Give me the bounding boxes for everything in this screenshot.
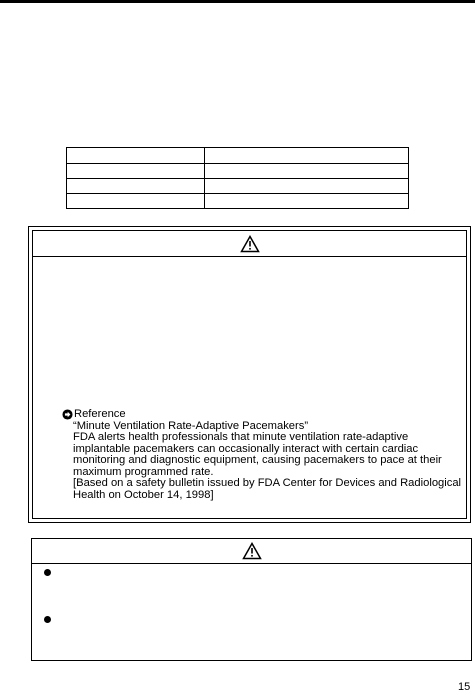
reference-line: implantable pacemakers can occasionally interact with certain cardiac <box>73 442 419 455</box>
page-number: 15 <box>458 681 471 693</box>
reference-line: Health on October 14, 1998] <box>73 488 214 501</box>
reference-line: “Minute Ventilation Rate-Adaptive Pacemakers” <box>73 419 309 432</box>
warning-box-header <box>33 231 466 257</box>
table-row-divider <box>67 178 408 179</box>
reference-body <box>73 421 464 502</box>
bullet-dot-icon <box>44 616 51 623</box>
reference-title: Reference <box>74 408 126 420</box>
warning-box-2-header <box>32 539 471 564</box>
top-rule <box>0 0 475 3</box>
table-row-divider <box>67 163 408 164</box>
bullet-dot-icon <box>44 569 51 576</box>
reference-line: [Based on a safety bulletin issued by FDA Center for Devices and Radiological <box>73 477 462 489</box>
warning-box-2 <box>31 538 472 661</box>
reference-line: FDA alerts health professionals that minute ventilation rate-adaptive <box>73 431 409 443</box>
warning-icon <box>242 542 262 560</box>
arrow-right-circle-icon <box>62 409 73 420</box>
reference-line: monitoring and diagnostic equipment, causing pacemakers to pace at their <box>73 454 442 466</box>
table-row-divider <box>67 193 408 194</box>
reference-line: maximum programmed rate. <box>73 465 214 478</box>
empty-table <box>66 147 409 209</box>
reference-section <box>62 409 464 501</box>
reference-heading <box>62 409 464 421</box>
warning-icon <box>240 235 260 253</box>
